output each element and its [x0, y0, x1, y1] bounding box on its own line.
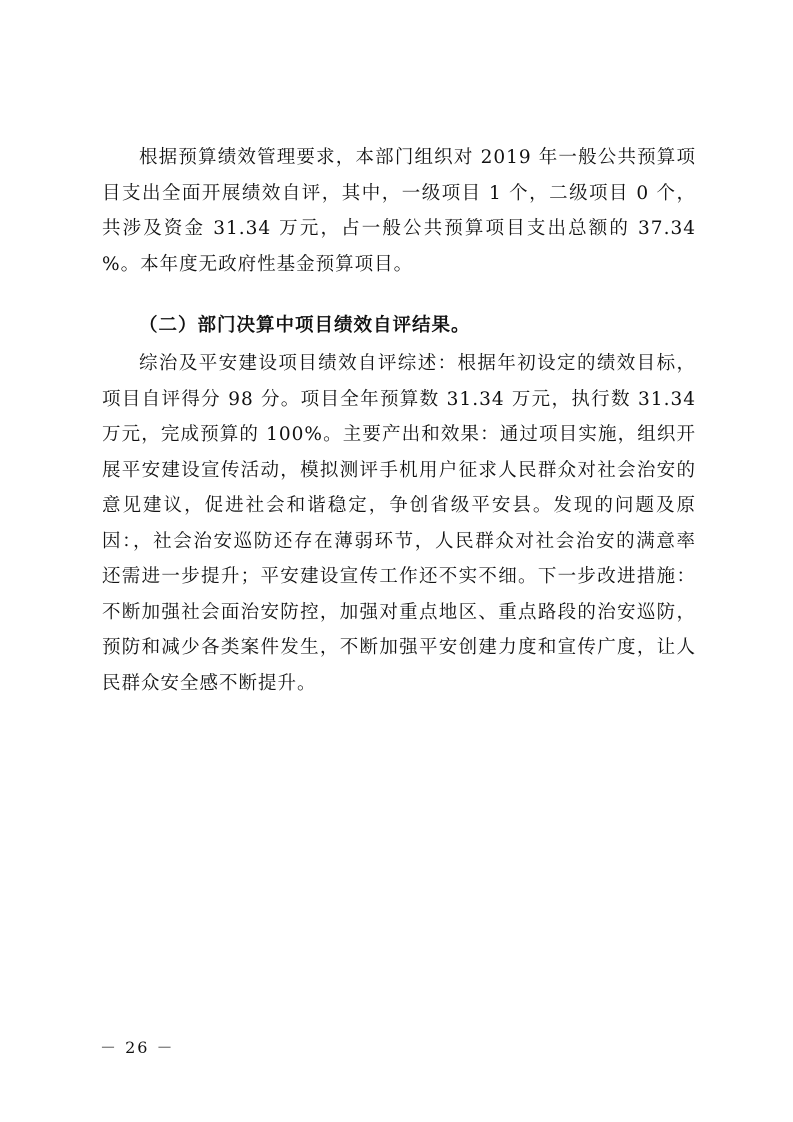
body-paragraph-project-results: 综治及平安建设项目绩效自评综述：根据年初设定的绩效目标，项目自评得分 98 分。项目全年预算数 31.34 万元，执行数 31.34 万元，完成预算的 100%。主要产出和效果：通过项目实施，组织开展平安建设宣传活动，模拟测评手机用户征求人民群众对社会治安的意见建议，促进社会和谐稳定，争创省级平安县。发现的问题及原因：，社会治安巡防还存在薄弱环节，人民群众对社会治安的满意率还需进一步提升；平安建设宣传工作还不实不细。下一步改进措施：不断加强社会面治安防控，加强对重点地区、重点路段的治安巡防，预防和减少各类案件发生，不断加强平安创建力度和宣传广度，让人民群众安全感不断提升。 [102, 353, 696, 694]
page-number: － 26 － [100, 1038, 175, 1057]
section-heading: （二）部门决算中项目绩效自评结果。 [139, 315, 471, 336]
body-paragraph-budget-evaluation: 根据预算绩效管理要求，本部门组织对 2019 年一般公共预算项目支出全面开展绩效自评，其中，一级项目 1 个，二级项目 0 个，共涉及资金 31.34 万元，占一般公共预算项目支出总额的 37.34 %。本年度无政府性基金预算项目。 [102, 147, 696, 275]
